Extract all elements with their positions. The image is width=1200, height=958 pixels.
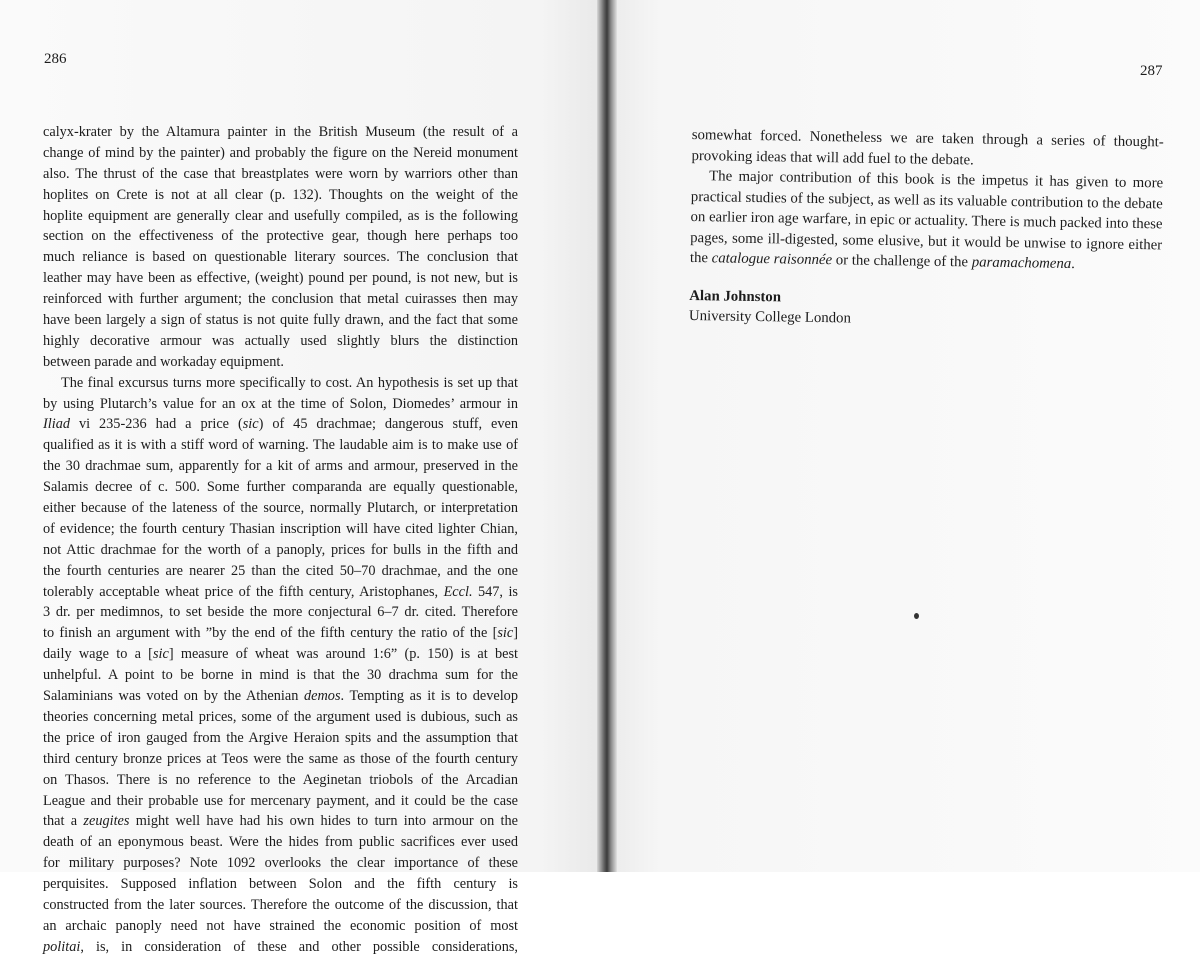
right-page-body (689, 125, 1164, 334)
left-page-text-line: an archaic panoply need not have strained the economic position of most (43, 917, 518, 934)
left-page-text-line: calyx-krater by the Altamura painter in the British Museum (the result of a (43, 124, 518, 140)
left-page-text-line: theories concerning metal prices, some of the argument used is dubious, such as (43, 708, 518, 725)
left-page-text-line: either because of the lateness of the source, normally Plutarch, or interpretation (43, 500, 518, 517)
italic-term: Iliad (43, 416, 71, 433)
left-page-text-line: politai, is, in consideration of these and other possible considerations, (43, 938, 518, 955)
left-page-text-line: hoplites on Crete is not at all clear (p. 132). Thoughts on the weight of the (43, 186, 518, 203)
right-page-text-line: the catalogue raisonnée or the challenge of the paramachomena. (689, 249, 1076, 273)
left-page-text-line: third century bronze prices at Teos were the same as those of the fourth century (43, 750, 518, 767)
right-page-paragraphs (690, 125, 1164, 276)
italic-term: sic (497, 625, 514, 642)
left-page-text-line: highly decorative armour was actually used slightly blurs the distinction (43, 332, 518, 349)
left-page-text-line: tolerably acceptable wheat price of the fifth century, Aristophanes, Eccl. 547, is (43, 583, 518, 600)
left-page-text-line: for military purposes? Note 1092 overlooks the clear importance of these (43, 855, 518, 872)
reviewer-name: Alan Johnston (689, 287, 782, 305)
left-page (0, 0, 597, 955)
left-page-text-line: not Attic drachmae for the worth of a panoply, prices for bulls in the fifth and (43, 541, 518, 558)
right-page (617, 0, 1200, 872)
left-page-text-line: the price of iron gauged from the Argive Heraion spits and the assumption that (43, 729, 518, 746)
italic-term: Eccl. (443, 583, 473, 600)
left-page-text-line: Salaminians was voted on by the Athenian demos. Tempting as it is to develop (43, 688, 518, 705)
left-page-text-line: between parade and workaday equipment. (43, 353, 284, 370)
italic-term: catalogue raisonnée (711, 250, 833, 269)
right-page-text-line: The major contribution of this book is the impetus it has given to more (709, 168, 1164, 192)
left-page-text-line: death of an eponymous beast. Were the hides from public sacrifices ever used (43, 834, 518, 851)
left-page-text-line: by using Plutarch’s value for an ox at the time of Solon, Diomedes’ armour in (43, 395, 518, 412)
left-page-text-line: the 30 drachmae sum, apparently for a kit of arms and armour, preserved in the (43, 458, 518, 475)
italic-term: sic (242, 416, 259, 433)
left-page-text-line: constructed from the later sources. Therefore the outcome of the discussion, that (43, 896, 518, 913)
right-page-text-line: on earlier iron age warfare, in epic or actuality. There is much packed into these (690, 208, 1163, 233)
left-page-text-line: reinforced with further argument; the conclusion that metal cuirasses then may (43, 291, 518, 308)
left-page-text-line: also. The thrust of the case that breastplates were worn by warriors other than (43, 165, 518, 182)
left-page-text-line: hoplite equipment are generally clear and usefully compiled, as is the following (43, 207, 518, 224)
scan-speck (914, 613, 919, 619)
left-page-text-line: League and their probable use for mercenary payment, and it could be the case (43, 792, 518, 809)
left-page-text-line: on Thasos. There is no reference to the Aeginetan triobols of the Arcadian (43, 771, 518, 788)
left-page-text-line: the fourth centuries are nearer 25 than the cited 50–70 drachmae, and the one (43, 562, 518, 579)
left-page-text-line: 3 dr. per medimnos, to set beside the more conjectural 6–7 dr. cited. Therefore (43, 604, 518, 621)
right-page-text-line: somewhat forced. Nonetheless we are taken through a series of thought- (691, 126, 1164, 151)
right-page-text-line: practical studies of the subject, as well as its valuable contribution to the debate (690, 188, 1163, 212)
left-page-text-line: Iliad vi 235-236 had a price (sic) of 45 drachmae; dangerous stuff, even (43, 416, 519, 433)
left-page-text-line: to finish an argument with ”by the end of the fifth century the ratio of the [sic] (43, 625, 518, 642)
page-number-left: 286 (44, 51, 67, 67)
left-page-text-line: have been largely a sign of status is not quite fully drawn, and the fact that some (43, 312, 518, 329)
left-page-text-line: Salamis decree of c. 500. Some further comparanda are equally questionable, (43, 479, 518, 496)
left-page-text-line: unhelpful. A point to be borne in mind is that the 30 drachma sum for the (43, 667, 518, 684)
left-page-body (43, 122, 518, 958)
reviewer-affiliation: University College London (688, 307, 852, 327)
italic-term: politai (43, 938, 81, 955)
left-page-text-line: leather may have been as effective, (weight) pound per pound, is not new, but is (43, 270, 518, 287)
left-page-text-line: perquisites. Supposed inflation between Solon and the fifth century is (43, 876, 518, 893)
italic-term: zeugites (83, 813, 130, 830)
left-page-text-line: The final excursus turns more specifically to cost. An hypothesis is set up that (61, 374, 518, 391)
left-page-text-line: of evidence; the fourth century Thasian inscription will have cited lighter Chian, (43, 520, 518, 537)
page-number-right: 287 (1140, 63, 1163, 79)
right-page-text-line: pages, some ill-digested, some elusive, but it would be unwise to ignore either (690, 229, 1163, 253)
left-page-text-line: much reliance is based on questionable literary sources. The conclusion that (43, 249, 518, 266)
right-page-text-line: provoking ideas that will add fuel to the debate. (691, 147, 974, 168)
left-page-text-line: section on the effectiveness of the protective gear, though here perhaps too (43, 228, 518, 245)
book-gutter (597, 0, 617, 872)
italic-term: demos (303, 688, 341, 705)
italic-term: paramachomena (971, 254, 1072, 272)
left-page-text-line: change of mind by the painter) and probably the figure on the Nereid monument (43, 144, 518, 161)
left-page-text-line: qualified as it is with a stiff word of warning. The laudable aim is to make use of (43, 437, 518, 454)
left-page-text-line: daily wage to a [sic] measure of wheat was around 1:6” (p. 150) is at best (43, 646, 518, 663)
italic-term: sic (152, 646, 169, 663)
left-page-text-line: that a zeugites might well have had his own hides to turn into armour on the (43, 813, 518, 830)
